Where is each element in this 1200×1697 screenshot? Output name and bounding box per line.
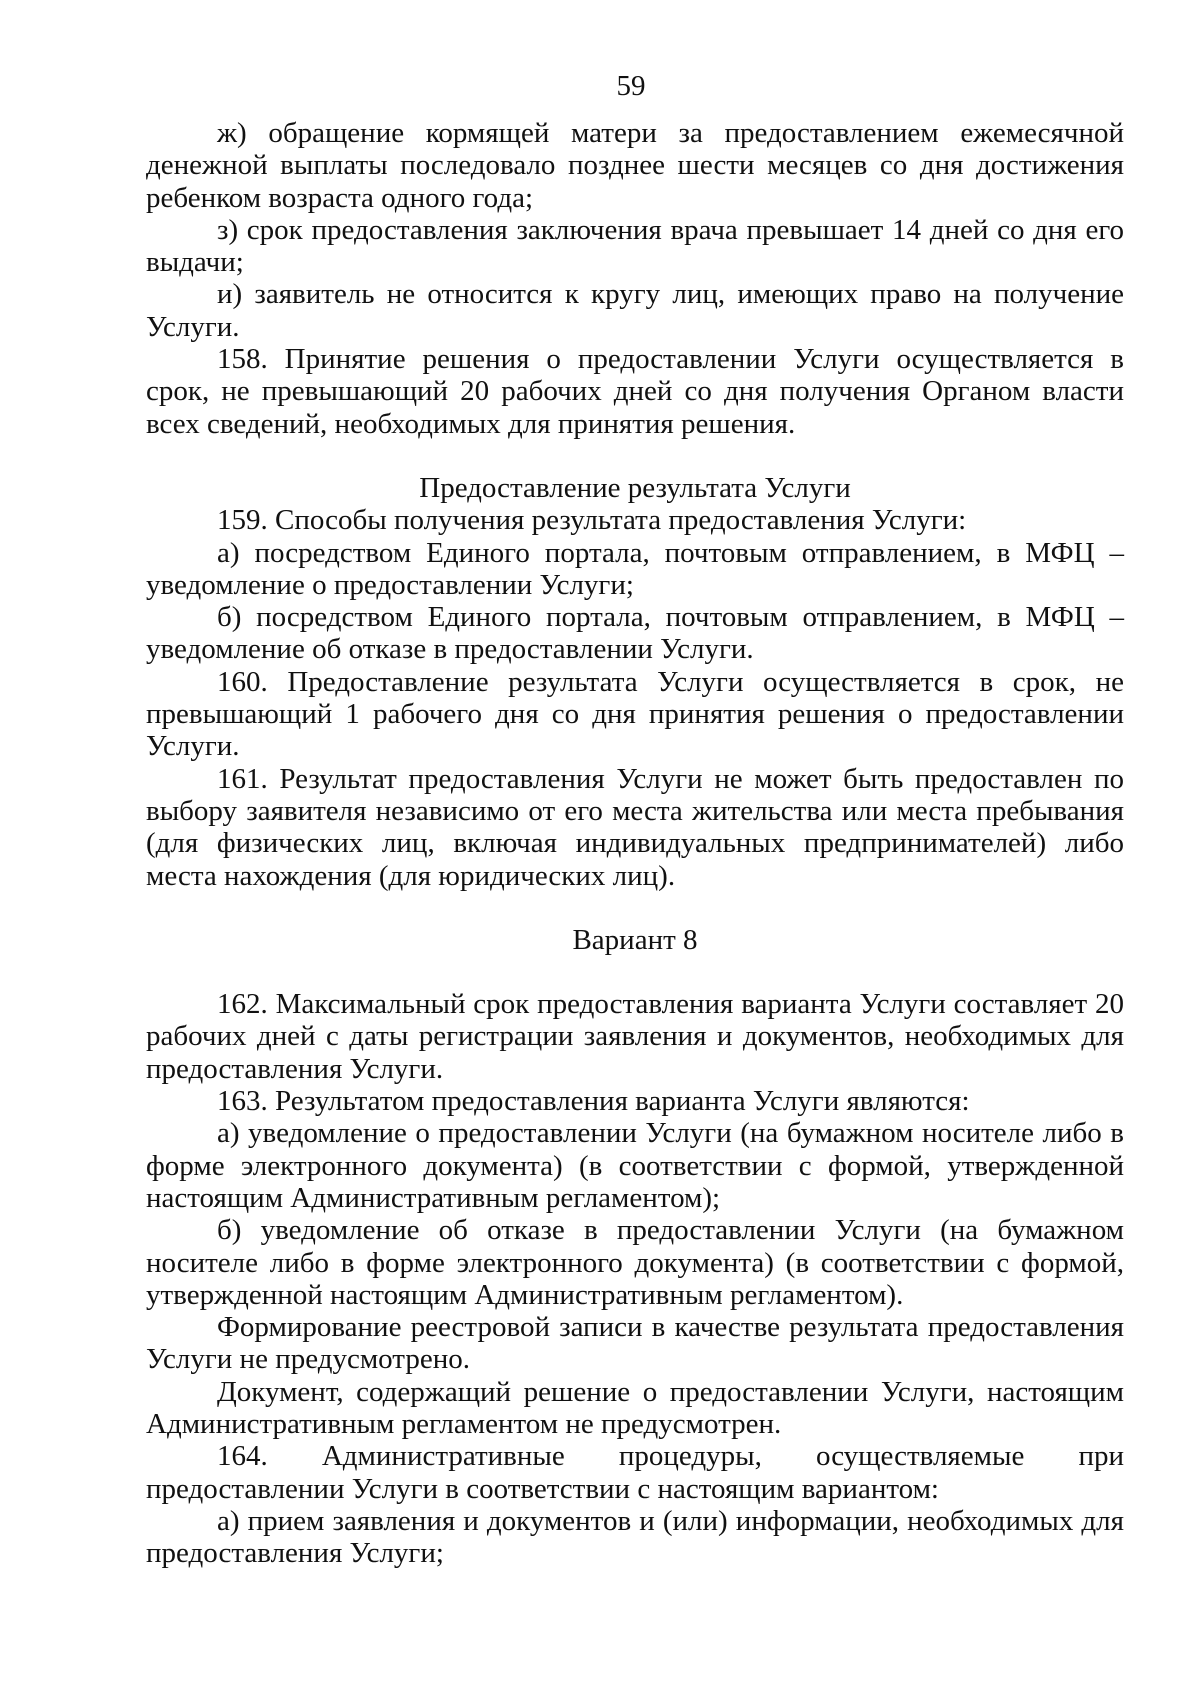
section-spacer (146, 892, 1124, 924)
paragraph-163-a: а) уведомление о предоставлении Услуги (на бумажном носителе либо в форме электронного документа) (в соответствии с формой, утвержденной настоящим Административным регламентом); (146, 1117, 1124, 1214)
paragraph-163: 163. Результатом предоставления варианта Услуги являются: (217, 1085, 970, 1118)
paragraph-159-b: б) посредством Единого портала, почтовым отправлением, в МФЦ – уведомление об отказе в предоставлении Услуги. (146, 601, 1124, 666)
paragraph-item-i: и) заявитель не относится к кругу лиц, имеющих право на получение Услуги. (146, 278, 1124, 343)
paragraph-164-a: а) прием заявления и документов и (или) информации, необходимых для предоставления Услуги; (146, 1504, 1124, 1570)
section-heading-variant: Вариант 8 (572, 923, 698, 956)
section-spacer (146, 956, 1124, 988)
page-number: 59 (616, 70, 646, 102)
document-body (146, 117, 1124, 1569)
section-spacer (146, 440, 1124, 472)
paragraph-decision-document: Документ, содержащий решение о предоставлении Услуги, настоящим Административным регламентом не предусмотрен. (146, 1375, 1124, 1440)
paragraph-161: 161. Результат предоставления Услуги не может быть предоставлен по выбору заявителя независимо от его места жительства или места пребывания (для физических лиц, включая индивидуальных предпринимателей) либо места нахождения (для юридических лиц). (146, 762, 1124, 892)
paragraph-158: 158. Принятие решения о предоставлении Услуги осуществляется в срок, не превышающий 20 рабочих дней со дня получения Органом власти всех сведений, необходимых для принятия решения. (146, 343, 1124, 440)
paragraph-162: 162. Максимальный срок предоставления варианта Услуги составляет 20 рабочих дней с даты регистрации заявления и документов, необходимых для предоставления Услуги. (146, 988, 1124, 1085)
paragraph-item-z: з) срок предоставления заключения врача превышает 14 дней со дня его выдачи; (146, 213, 1124, 279)
paragraph-164: 164. Административные процедуры, осуществляемые при предоставлении Услуги в соответствии с настоящим вариантом: (146, 1440, 1124, 1505)
paragraph-160: 160. Предоставление результата Услуги осуществляется в срок, не превышающий 1 рабочего дня со дня принятия решения о предоставлении Услуги. (146, 665, 1124, 763)
section-heading-result: Предоставление результата Услуги (419, 471, 851, 504)
paragraph-item-zh: ж) обращение кормящей матери за предоставлением ежемесячной денежной выплаты последовало позднее шести месяцев со дня достижения ребенком возраста одного года; (146, 117, 1124, 214)
paragraph-159: 159. Способы получения результата предоставления Услуги: (217, 504, 967, 537)
paragraph-159-a: а) посредством Единого портала, почтовым отправлением, в МФЦ – уведомление о предоставлении Услуги; (146, 536, 1124, 601)
paragraph-registry-record: Формирование реестровой записи в качестве результата предоставления Услуги не предусмотрено. (146, 1311, 1124, 1376)
paragraph-163-b: б) уведомление об отказе в предоставлении Услуги (на бумажном носителе либо в форме электронного документа) (в соответствии с формой, утвержденной настоящим Административным регламентом). (146, 1214, 1124, 1311)
